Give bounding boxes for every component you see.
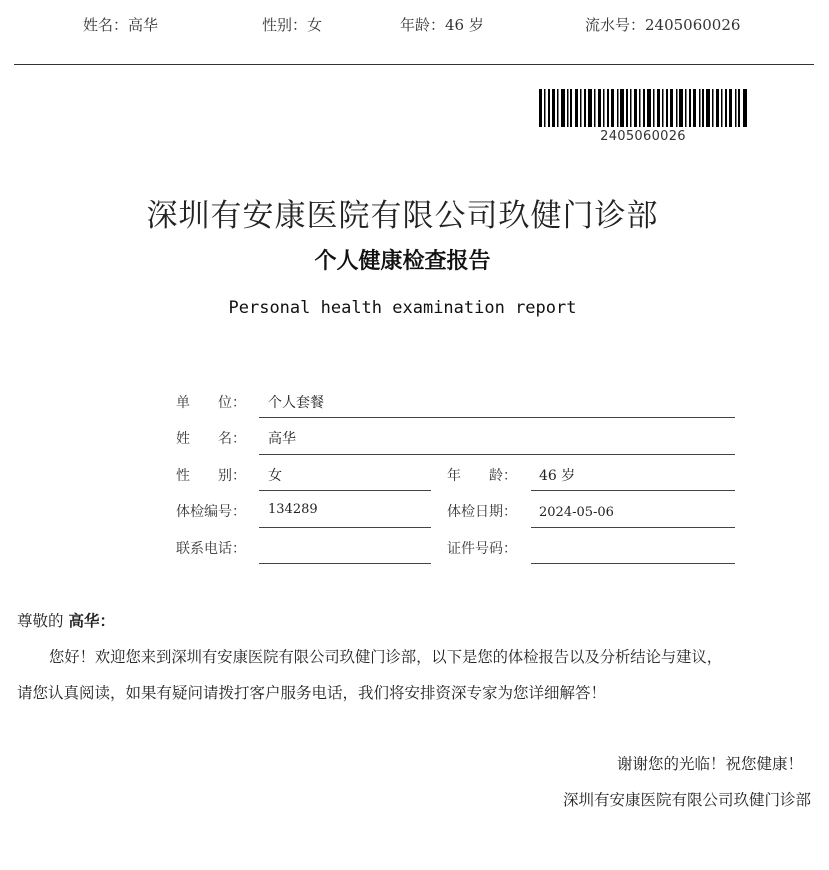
exam-number-underline	[259, 527, 431, 528]
exam-date-label: 体检日期：	[447, 504, 517, 520]
phone-label: 联系电话：	[176, 541, 246, 557]
age-underline	[531, 490, 735, 491]
name-label: 姓 名：	[176, 431, 246, 447]
gender-underline	[259, 490, 431, 491]
exam-date-value: 2024-05-06	[539, 505, 614, 520]
header-divider	[14, 64, 814, 65]
barcode-image	[539, 89, 747, 127]
report-title-chinese: 个人健康检查报告	[314, 248, 491, 274]
exam-number-label: 体检编号：	[176, 504, 246, 520]
phone-underline	[259, 563, 431, 564]
letter-line-2: 请您认真阅读，如果有疑问请拨打客户服务电话，我们将安排资深专家为您详细解答！	[17, 684, 607, 702]
organization-title: 深圳有安康医院有限公司玖健门诊部	[146, 198, 659, 234]
unit-label: 单 位：	[176, 395, 246, 411]
gender-value: 女	[268, 468, 282, 484]
greeting-recipient: 高华：	[68, 611, 115, 630]
header-age: 年龄：46 岁	[400, 16, 484, 34]
thanks-text: 谢谢您的光临！祝您健康！	[616, 755, 803, 773]
id-number-label: 证件号码：	[447, 541, 517, 557]
gender-label: 性 别：	[176, 468, 246, 484]
exam-number-value: 134289	[268, 502, 318, 517]
barcode-number: 2405060026	[600, 129, 686, 144]
id-number-underline	[531, 563, 735, 564]
signature-text: 深圳有安康医院有限公司玖健门诊部	[562, 791, 811, 809]
greeting-salutation: 尊敬的	[17, 612, 64, 630]
greeting	[17, 609, 115, 631]
header-gender: 性别：女	[262, 16, 323, 34]
header-serial-number: 流水号：2405060026	[585, 16, 741, 34]
unit-underline	[259, 417, 735, 418]
name-value: 高华	[268, 431, 296, 447]
exam-date-underline	[531, 527, 735, 528]
letter-line-1: 您好！欢迎您来到深圳有安康医院有限公司玖健门诊部，以下是您的体检报告以及分析结论与建议，	[49, 648, 723, 666]
header-name: 姓名：高华	[83, 16, 159, 34]
age-value: 46 岁	[539, 468, 576, 484]
report-title-english: Personal health examination report	[228, 298, 577, 318]
unit-value: 个人套餐	[268, 395, 324, 411]
name-underline	[259, 454, 735, 455]
age-label: 年 龄：	[447, 468, 517, 484]
